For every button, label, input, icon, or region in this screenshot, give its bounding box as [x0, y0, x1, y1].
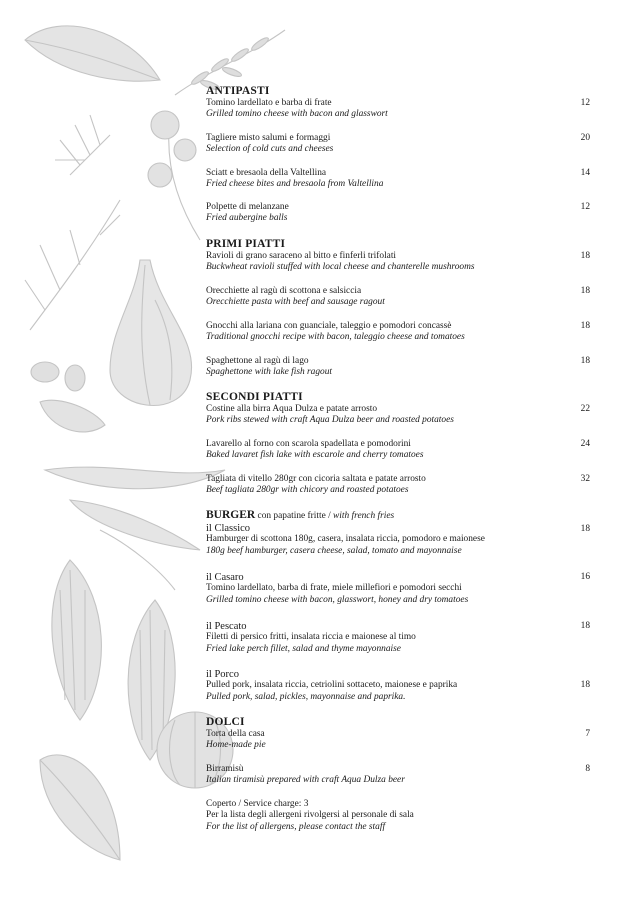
- item-description: Fried lake perch fillet, salad and thyme mayonnaise: [206, 643, 401, 654]
- item-name: Birramisù: [206, 764, 244, 774]
- parsley-illustration: [169, 120, 200, 240]
- section-title-secondi: SECONDI PIATTI: [206, 391, 303, 403]
- item-name: Sciatt e bresaola della Valtellina: [206, 168, 327, 178]
- item-price: 7: [585, 729, 590, 739]
- menu-item: [206, 404, 590, 427]
- item-description: Grilled tomino cheese with bacon and glasswort: [206, 109, 388, 120]
- item-name: Torta della casa: [206, 729, 265, 739]
- menu-item: [206, 474, 590, 497]
- section-title-primi: PRIMI PIATTI: [206, 238, 286, 250]
- item-price: 24: [580, 439, 590, 449]
- menu-item: [206, 572, 590, 606]
- menu-item: [206, 669, 590, 703]
- section-title-dolci: DOLCI: [206, 716, 245, 728]
- item-name: Orecchiette al ragù di scottona e salsiccia: [206, 286, 362, 296]
- item-price: 18: [580, 621, 590, 631]
- item-ingredients: Tomino lardellato, barba di frate, miele millefiori e pomodori secchi: [206, 583, 462, 594]
- item-name: Costine alla birra Aqua Dulza e patate arrosto: [206, 404, 378, 414]
- item-price: 22: [580, 404, 590, 414]
- item-price: 16: [580, 572, 590, 582]
- section-title-burger: [206, 509, 394, 521]
- menu-item: [206, 729, 590, 752]
- item-description: Pork ribs stewed with craft Aqua Dulza beer and roasted potatoes: [206, 415, 454, 426]
- item-description: Grilled tomino cheese with bacon, glasswort, honey and dry tomatoes: [206, 594, 469, 605]
- item-name: Tagliata di vitello 280gr con cicoria saltata e patate arrosto: [206, 474, 426, 484]
- item-name: il Pescato: [206, 621, 247, 632]
- item-description: Home-made pie: [206, 740, 266, 751]
- item-name: Polpette di melanzane: [206, 202, 289, 212]
- item-name: il Classico: [206, 523, 251, 534]
- menu-item: [206, 321, 590, 344]
- item-price: 12: [580, 98, 590, 108]
- item-name: Lavarello al forno con scarola spadellata e pomodorini: [206, 439, 411, 449]
- garlic-illustration: [110, 260, 192, 405]
- item-name: Tomino lardellato e barba di frate: [206, 98, 332, 108]
- menu-item: [206, 356, 590, 379]
- item-description: Fried aubergine balls: [206, 213, 288, 224]
- item-price: 14: [580, 168, 590, 178]
- item-name: Ravioli di grano saraceno al bitto e finferli trifolati: [206, 251, 397, 261]
- tarragon-illustration: [30, 200, 120, 330]
- allergen-note-it: Per la lista degli allergeni rivolgersi al personale di sala: [206, 810, 414, 821]
- menu-item: [206, 764, 590, 787]
- item-description: Spaghettone with lake fish ragout: [206, 367, 333, 378]
- item-description: Fried cheese bites and bresaola from Valtellina: [206, 179, 384, 190]
- service-charge: Coperto / Service charge: 3: [206, 799, 309, 809]
- burger-subtitle: con papatine fritte /: [255, 511, 334, 521]
- item-description: Baked lavaret fish lake with escarole and cherry tomatoes: [206, 450, 424, 461]
- item-description: Pulled pork, salad, pickles, mayonnaise and paprika.: [206, 691, 406, 702]
- menu-item: [206, 98, 590, 121]
- shallot-illustration: [52, 560, 101, 720]
- menu-item: [206, 286, 590, 309]
- garlic-clove-illustration: [31, 362, 59, 382]
- item-price: 18: [580, 321, 590, 331]
- item-description: Beef tagliata 280gr with chicory and roasted potatoes: [206, 485, 409, 496]
- menu-footer: [206, 799, 414, 833]
- menu-item: [206, 168, 590, 191]
- item-price: 18: [580, 286, 590, 296]
- item-price: 18: [580, 524, 590, 534]
- section-title-antipasti: ANTIPASTI: [206, 85, 270, 97]
- item-description: Italian tiramisù prepared with craft Aqua Dulza beer: [206, 775, 405, 786]
- item-name: Spaghettone al ragù di lago: [206, 356, 309, 366]
- item-name: il Porco: [206, 669, 239, 680]
- menu-item: [206, 523, 590, 557]
- item-description: Orecchiette pasta with beef and sausage ragout: [206, 297, 385, 308]
- item-price: 18: [580, 356, 590, 366]
- item-price: 18: [580, 251, 590, 261]
- menu-item: [206, 621, 590, 655]
- item-description: Buckwheat ravioli stuffed with local cheese and chanterelle mushrooms: [206, 262, 475, 273]
- item-price: 18: [580, 680, 590, 691]
- item-ingredients: Hamburger di scottona 180g, casera, insalata riccia, pomodoro e maionese: [206, 534, 485, 545]
- menu-item: [206, 202, 590, 225]
- bay-leaf-illustration: [40, 755, 120, 860]
- dill-illustration: [55, 115, 110, 175]
- burger-title: BURGER: [206, 509, 256, 521]
- item-name: il Casaro: [206, 572, 244, 583]
- item-description: 180g beef hamburger, casera cheese, salad, tomato and mayonnaise: [206, 545, 462, 556]
- item-description: Selection of cold cuts and cheeses: [206, 144, 334, 155]
- item-price: 32: [580, 474, 590, 484]
- item-name: Gnocchi alla lariana con guanciale, taleggio e pomodori concassè: [206, 321, 452, 331]
- allergen-note-en: For the list of allergens, please contact the staff: [206, 821, 386, 832]
- menu-item: [206, 133, 590, 156]
- item-description: Traditional gnocchi recipe with bacon, taleggio cheese and tomatoes: [206, 332, 465, 343]
- item-price: 8: [585, 764, 590, 774]
- item-price: 12: [580, 202, 590, 212]
- menu-item: [206, 439, 590, 462]
- item-name: Tagliere misto salumi e formaggi: [206, 133, 331, 143]
- chili-pepper-illustration: [45, 467, 225, 489]
- item-ingredients: Filetti di persico fritti, insalata riccia e maionese al timo: [206, 632, 416, 643]
- burger-subtitle-en: with french fries: [333, 511, 395, 521]
- menu-item: [206, 251, 590, 274]
- item-ingredients: Pulled pork, insalata riccia, cetriolini sottaceto, maionese e paprika: [206, 680, 458, 691]
- item-price: 20: [580, 133, 590, 143]
